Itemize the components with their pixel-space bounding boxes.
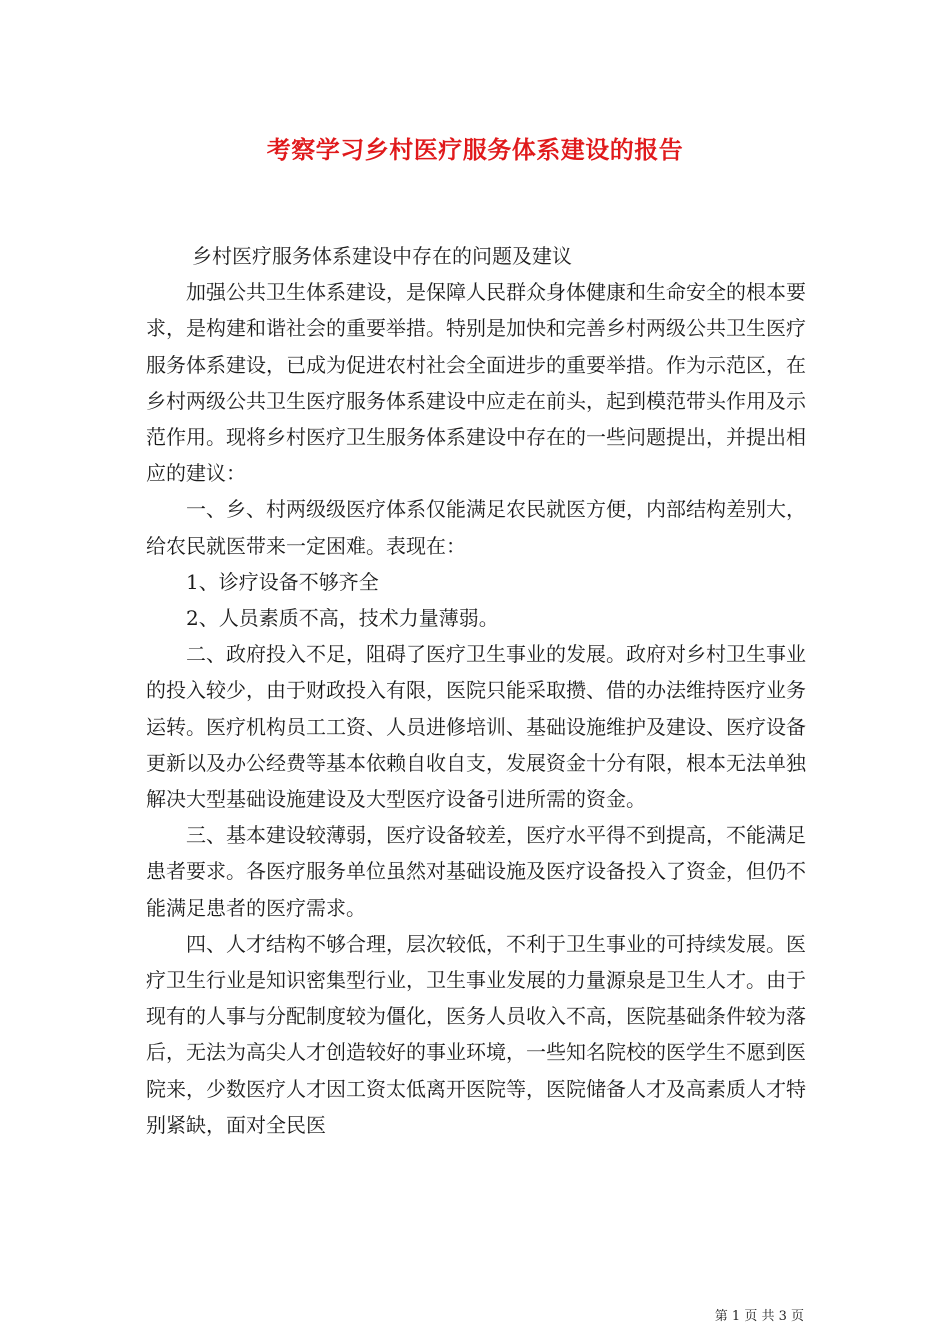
section-subtitle: 乡村医疗服务体系建设中存在的问题及建议: [192, 244, 572, 268]
paragraph-issue-2: 二、政府投入不足，阻碍了医疗卫生事业的发展。政府对乡村卫生事业的投入较少，由于财政投入有限，医院只能采取攒、借的办法维持医疗业务运转。医疗机构员工工资、人员进修培训、基础设施维护及建设、医疗设备更新以及办公经费等基本依赖自收自支，发展资金十分有限，根本无法单独解决大型基础设施建设及大型医疗设备引进所需的资金。: [146, 642, 806, 812]
paragraph-issue-4: 四、人才结构不够合理，层次较低，不利于卫生事业的可持续发展。医疗卫生行业是知识密集型行业，卫生事业发展的力量源泉是卫生人才。由于现有的人事与分配制度较为僵化，医务人员收入不高，医院基础条件较为落后，无法为高尖人才创造较好的事业环境，一些知名院校的医学生不愿到医院来，少数医疗人才因工资太低离开医院等，医院储备人才及高素质人才特别紧缺，面对全民医: [146, 931, 806, 1137]
paragraph-issue-3: 三、基本建设较薄弱，医疗设备较差，医疗水平得不到提高，不能满足患者要求。各医疗服务单位虽然对基础设施及医疗设备投入了资金，但仍不能满足患者的医疗需求。: [146, 823, 806, 920]
document-title: 考察学习乡村医疗服务体系建设的报告: [266, 135, 684, 164]
page-number-footer: 第 1 页 共 3 页: [714, 1309, 804, 1324]
paragraph-issue-1: 一、乡、村两级级医疗体系仅能满足农民就医方便，内部结构差别大，给农民就医带来一定困难。表现在：: [146, 497, 806, 558]
document-body: [146, 238, 806, 1143]
paragraph-issue-1-item-2: 2、人员素质不高，技术力量薄弱。: [186, 606, 499, 631]
paragraph-intro: 加强公共卫生体系建设，是保障人民群众身体健康和生命安全的根本要求，是构建和谐社会的重要举措。特别是加快和完善乡村两级公共卫生医疗服务体系建设，已成为促进农村社会全面进步的重要举措。作为示范区，在乡村两级公共卫生医疗服务体系建设中应走在前头，起到模范带头作用及示范作用。现将乡村医疗卫生服务体系建设中存在的一些问题提出，并提出相应的建议：: [146, 280, 806, 486]
paragraph-issue-1-item-1: 1、诊疗设备不够齐全: [186, 569, 379, 594]
